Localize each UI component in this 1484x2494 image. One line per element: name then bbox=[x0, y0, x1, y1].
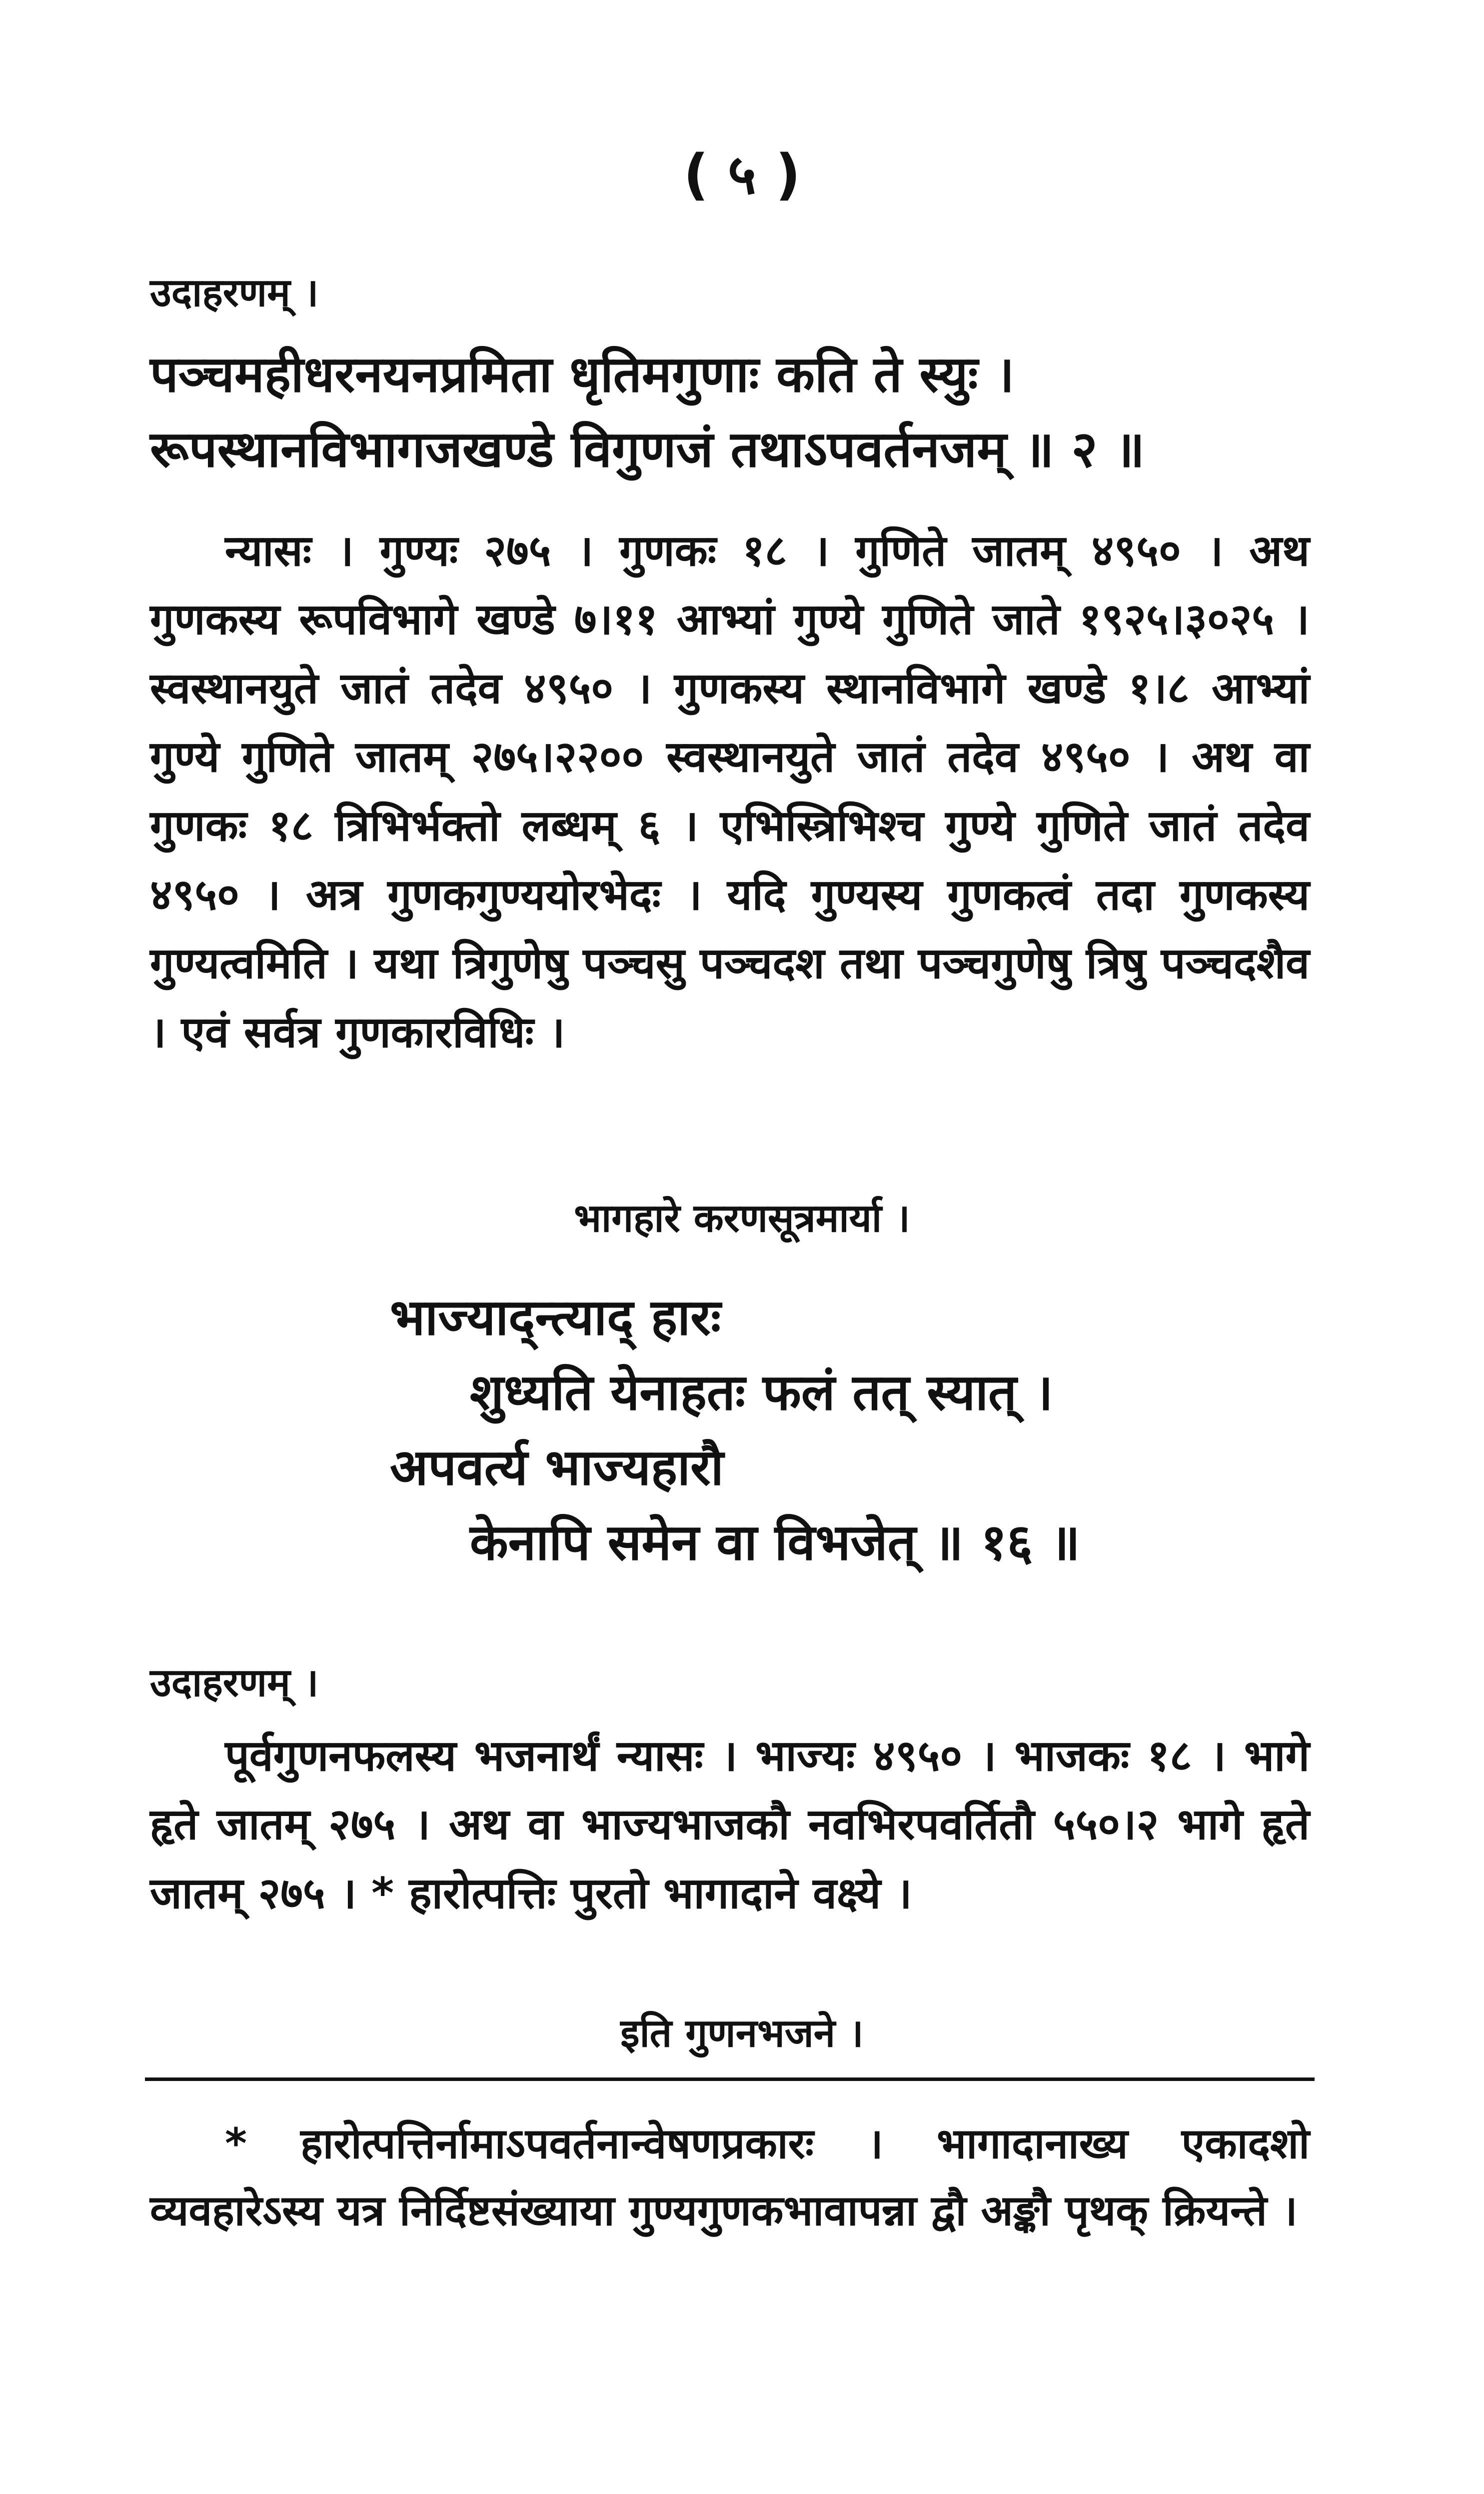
example1-heading: उदाहरणम् । bbox=[150, 270, 319, 316]
example2-commentary: पूर्वगुणनफलस्य भजनार्थं न्यासः । भाज्यः ४९५० । भाजकः १८ । भागे हृते जातम् २७५ । अथ वा भाज्यभाजकौ नवभिरपवर्तितौ ५५०।२ भागे हृते जातम् २७५ । * हारोत्पत्तिः पुरतो भागादाने वक्ष्ये । bbox=[150, 1730, 1310, 1918]
division-verse-line-4: केनापि समेन वा विभजेत् ॥ १६ ॥ bbox=[470, 1513, 1080, 1572]
example2-section bbox=[150, 1660, 1310, 1928]
division-verse-line-1: भाज्याद्न्त्याद् हारः bbox=[390, 1288, 721, 1346]
division-verse-line-2: शुध्यति येनाहतः फलं तत् स्यात् । bbox=[470, 1363, 1053, 1422]
footnote-text: * हारोत्पत्तिर्नामाऽपवर्तनान्वेषणप्रकारः । भागादानाख्य एकादशो व्यवहारेऽस्य यत्र निर्दिष्टसंख्याया गुण्यगुणकभावापन्ना द्वौ अङ्कौ पृथक् क्रियन्ते । bbox=[150, 2119, 1310, 2236]
division-rule-heading: भागहारे करणसूत्रमार्या । bbox=[574, 1196, 910, 1241]
section-end-line: इति गुणनभजने । bbox=[620, 2011, 864, 2056]
example1-section bbox=[150, 270, 1310, 1067]
example2-heading: उदाहरणम् । bbox=[150, 1660, 319, 1706]
division-rule-verse bbox=[150, 1280, 1310, 1580]
footnote-divider bbox=[145, 2078, 1315, 2081]
example1-verse-line-2: रूपस्थानविभागजखण्डे विगुणजं तथाऽपवर्तनजम् ॥ २ ॥ bbox=[150, 420, 1145, 478]
example1-commentary: न्यासः । गुण्यः २७५ । गुणकः १८ । गुणिते जातम् ४९५० । अथ गुणकस्य रूपविभागे खण्डे ७।११ आभ्यां गुण्ये गुणिते जाते १९२५।३०२५ । स्वस्थानयुते जातं तदेव ४९५० । गुणकस्य स्थानविभागे खण्डे १।८ आभ्यां गुण्ये गुणिते जातम् २७५।२२०० स्वस्थानयुते जातं तदेव ४९५० । अथ वा गुणकः १८ त्रिभिर्भक्तो लब्धम् ६ । एभिस्त्रिभिश्च गुण्ये गुणिते जातं तदेव ४९५० । अत्र गुणकगुण्ययोरभेदः । यदि गुण्यस्य गुणकत्वं तदा गुणकस्य गुण्यत्वमिति । यथा त्रिगुणेषु पञ्चसु पञ्चदश तथा पञ्चगुणेषु त्रिषु पञ्चदशैव । एवं सर्वत्र गुणकारविधिः । bbox=[150, 526, 1310, 1058]
footnote-section bbox=[150, 2110, 1310, 2244]
division-verse-line-3: अपवर्त्य भाज्यहारौ bbox=[390, 1438, 724, 1496]
page-number: ( ५ ) bbox=[683, 142, 801, 206]
example1-verse-line-1: पञ्चमहीधरनयनप्रमिता धृतिमगुणाः कति ते स्युः । bbox=[150, 344, 1015, 404]
